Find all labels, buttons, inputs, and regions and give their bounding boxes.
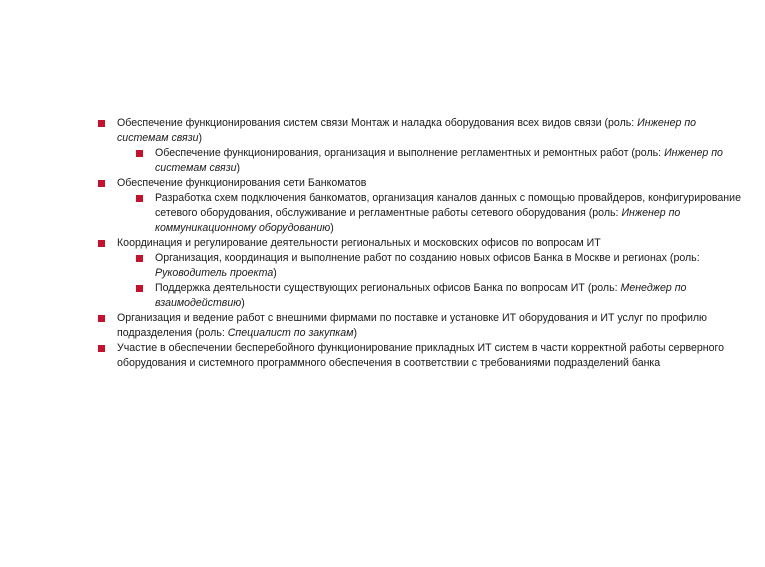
red-square-bullet-icon [136, 255, 143, 262]
red-square-bullet-icon [98, 120, 105, 127]
list-item-text: Обеспечение функционирования сети Банкоматов [117, 177, 367, 189]
responsibilities-list [97, 116, 745, 371]
role-label: Инженер по системам связи [155, 147, 723, 174]
list-item-text: Обеспечение функционирования систем связи Монтаж и наладка оборудования всех видов связи (роль: Инженер по системам связи) [117, 117, 697, 144]
red-square-bullet-icon [136, 150, 143, 157]
red-square-bullet-icon [98, 180, 105, 187]
role-label: Инженер по коммуникационному оборудованию [155, 207, 681, 234]
sub-list-item [97, 191, 745, 236]
list-item [97, 341, 745, 371]
sub-list-item [97, 251, 745, 281]
list-item-text: Координация и регулирование деятельности региональных и московских офисов по вопросам ИТ [117, 237, 601, 249]
sub-list-item-text: Поддержка деятельности существующих региональных офисов Банка по вопросам ИТ (роль: Менеджер по взаимодействию) [155, 282, 687, 309]
list-item [97, 176, 745, 191]
sub-list-item [97, 146, 745, 176]
sub-list-item [97, 281, 745, 311]
list-item [97, 311, 745, 341]
list-item [97, 236, 745, 251]
red-square-bullet-icon [98, 240, 105, 247]
sub-list-item-text: Обеспечение функционирования, организация и выполнение регламентных и ремонтных работ (роль: Инженер по системам связи) [155, 147, 723, 174]
role-label: Специалист по закупкам [227, 327, 354, 339]
red-square-bullet-icon [136, 195, 143, 202]
role-label: Руководитель проекта [155, 267, 274, 279]
red-square-bullet-icon [98, 315, 105, 322]
role-label: Инженер по системам связи [117, 117, 697, 144]
list-item-text: Организация и ведение работ с внешними фирмами по поставке и установке ИТ оборудования и ИТ услуг по профилю подразделения (роль: Специалист по закупкам) [117, 312, 707, 339]
sub-list-item-text: Разработка схем подключения банкоматов, организация каналов данных с помощью провайдеров, конфигурирование сетевого оборудования, обслуживание и регламентные работы сетевого оборудования (роль: Инженер по коммуникационному оборудованию) [155, 192, 741, 234]
list-item-text: Участие в обеспечении бесперебойного функционирование прикладных ИТ систем в части корректной работы серверного оборудования и системного программного обеспечения в соответствии с требованиями подразделений банка [117, 342, 725, 369]
list-item [97, 116, 745, 146]
red-square-bullet-icon [136, 285, 143, 292]
red-square-bullet-icon [98, 345, 105, 352]
role-label: Менеджер по взаимодействию [155, 282, 687, 309]
sub-list-item-text: Организация, координация и выполнение работ по созданию новых офисов Банка в Москве и регионах (роль: Руководитель проекта) [155, 252, 700, 279]
